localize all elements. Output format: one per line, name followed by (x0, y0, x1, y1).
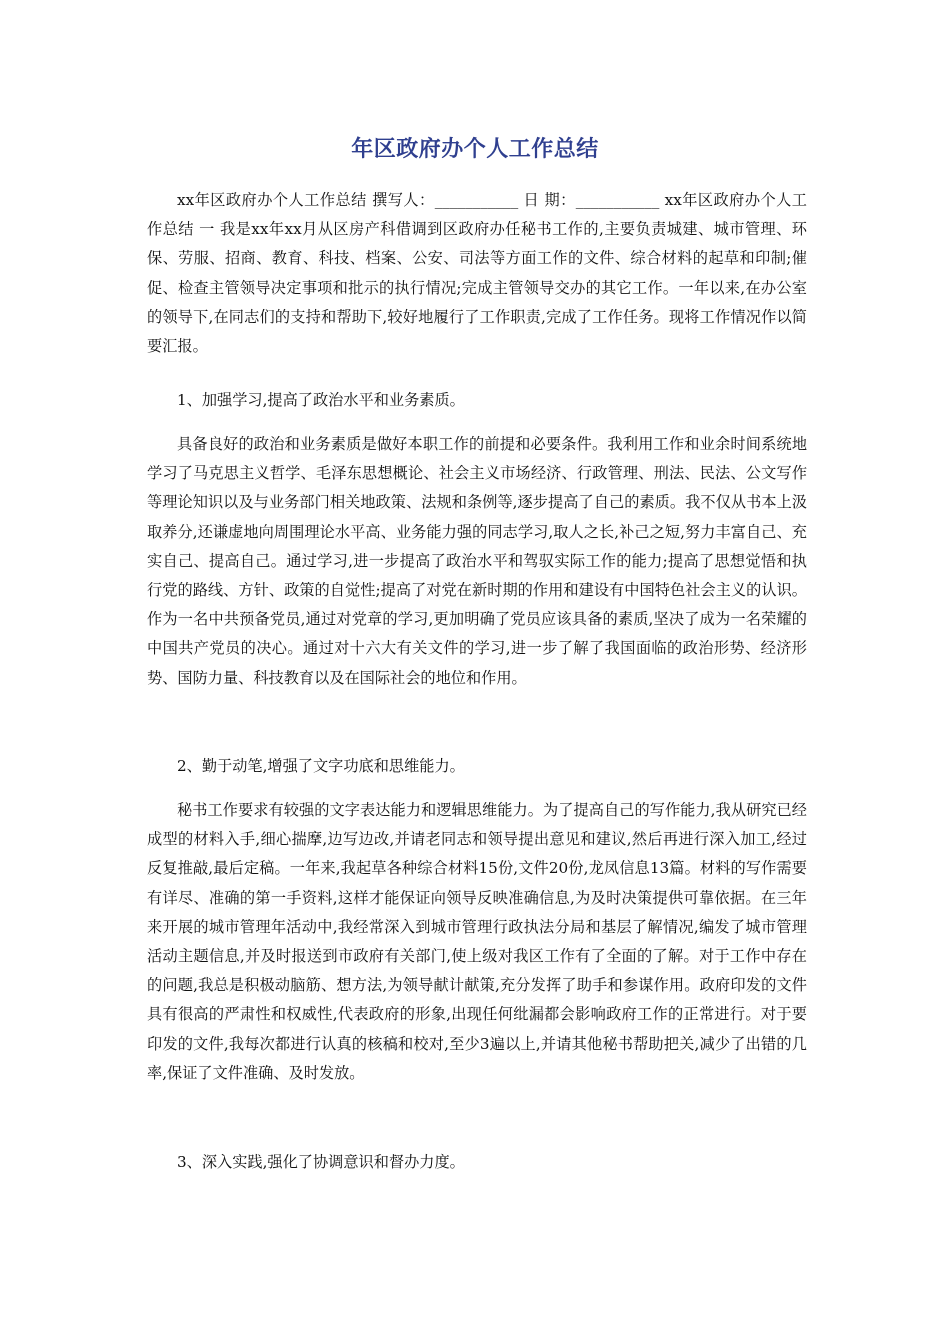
document-title: 年区政府办个人工作总结 (351, 137, 599, 162)
section-heading-1: 1、加强学习,提高了政治水平和业务素质。 (177, 391, 465, 409)
section-paragraph-2: 秘书工作要求有较强的文字表达能力和逻辑思维能力。为了提高自己的写作能力,我从研究已经成型的材料入手,细心揣摩,边写边改,并请老同志和领导提出意见和建议,然后再进行深入加工,经过反复推敲,最后定稿。一年来,我起草各种综合材料15份,文件20份,龙凤信息13篇。材料的写作需要有详尽、准确的第一手资料,这样才能保证向领导反映准确信息,为及时决策提供可靠依据。在三年来开展的城市管理年活动中,我经常深入到城市管理行政执法分局和基层了解情况,编发了城市管理活动主题信息,并及时报送到市政府有关部门,使上级对我区工作有了全面的了解。对于工作中存在的问题,我总是积极动脑筋、想方法,为领导献计献策,充分发挥了助手和参谋作用。政府印发的文件具有很高的严肃性和权威性,代表政府的形象,出现任何纰漏都会影响政府工作的正常进行。对于要印发的文件,我每次都进行认真的核稿和校对,至少3遍以上,并请其他秘书帮助把关,减少了出错的几率,保证了文件准确、及时发放。 (147, 801, 807, 1082)
section-heading-2: 2、勤于动笔,增强了文字功底和思维能力。 (177, 757, 465, 775)
section-heading-3: 3、深入实践,强化了协调意识和督办力度。 (177, 1153, 465, 1171)
section-paragraph-1: 具备良好的政治和业务素质是做好本职工作的前提和必要条件。我利用工作和业余时间系统地学习了马克思主义哲学、毛泽东思想概论、社会主义市场经济、行政管理、刑法、民法、公文写作等理论知识以及与业务部门相关地政策、法规和条例等,逐步提高了自己的素质。我不仅从书本上汲取养分,还谦虚地向周围理论水平高、业务能力强的同志学习,取人之长,补己之短,努力丰富自己、充实自己、提高自己。通过学习,进一步提高了政治水平和驾驭实际工作的能力;提高了思想觉悟和执行党的路线、方针、政策的自觉性;提高了对党在新时期的作用和建设有中国特色社会主义的认识。作为一名中共预备党员,通过对党章的学习,更加明确了党员应该具备的素质,坚决了成为一名荣耀的中国共产党员的决心。通过对十六大有关文件的学习,进一步了解了我国面临的政治形势、经济形势、国防力量、科技教育以及在国际社会的地位和作用。 (147, 435, 807, 687)
intro-paragraph: xx年区政府办个人工作总结 撰写人：___________ 日 期：___________ xx年区政府办个人工作总结 一 我是xx年xx月从区房产科借调到区政府办任秘书工作的,主要负责城建、城市管理、环保、劳服、招商、教育、科技、档案、公安、司法等方面工作的文件、综合材料的起草和印制;催促、检查主管领导决定事项和批示的执行情况;完成主管领导交办的其它工作。一年以来,在办公室的领导下,在同志们的支持和帮助下,较好地履行了工作职责,完成了工作任务。现将工作情况作以简要汇报。 (147, 191, 807, 356)
